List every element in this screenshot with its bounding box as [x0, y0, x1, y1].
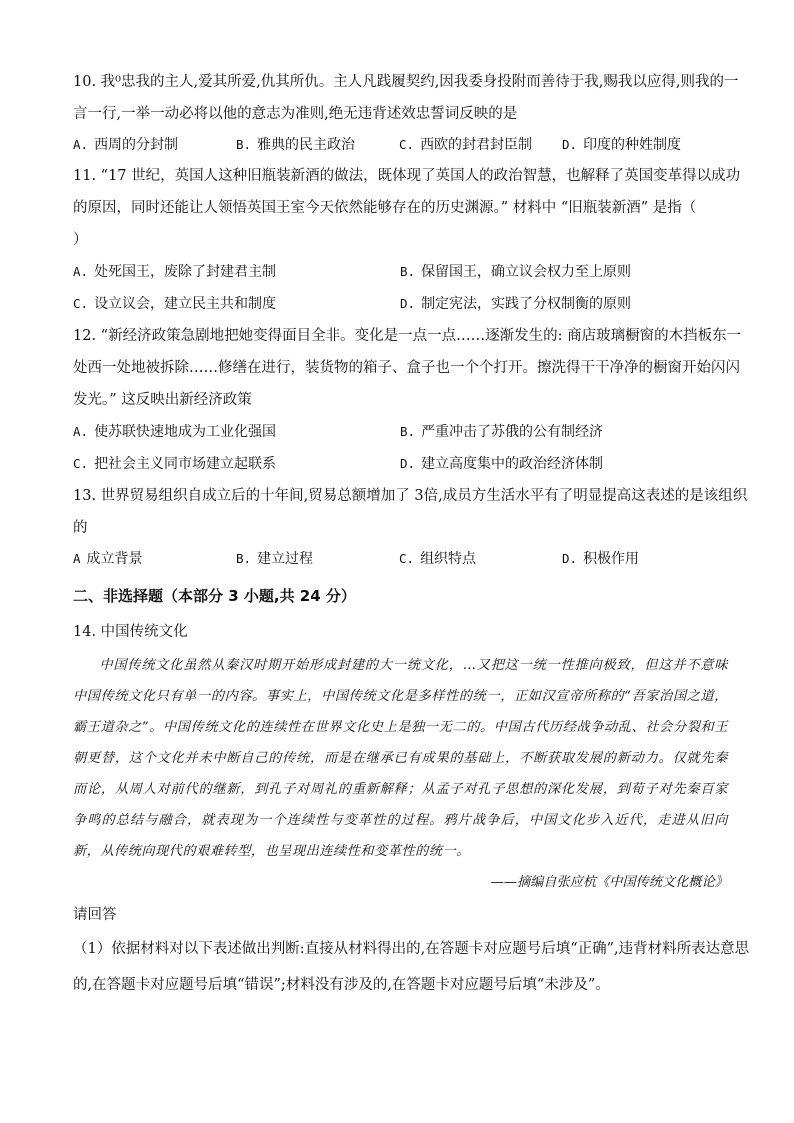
option-d[interactable] — [400, 448, 727, 480]
option-letter: D. — [400, 296, 416, 311]
option-letter: A. — [73, 264, 89, 279]
option-letter: C. — [399, 137, 415, 152]
answer-prompt: 请回答 — [73, 907, 117, 923]
option-text: 成立背景 — [86, 551, 143, 567]
question-11-options-row2 — [73, 288, 728, 320]
option-text: 严重冲击了苏俄的公有制经济 — [421, 424, 604, 440]
option-text: 制定宪法，实践了分权制衡的原则 — [421, 296, 632, 312]
option-letter: B. — [400, 424, 416, 439]
question-13-options — [73, 544, 728, 574]
option-b[interactable] — [400, 256, 727, 288]
option-text: 保留国王，确立议会权力至上原则 — [421, 264, 632, 280]
option-c[interactable] — [73, 288, 400, 320]
question-14-title: 14. 中国传统文化 — [73, 624, 188, 640]
question-13 — [73, 480, 748, 574]
question-12-stem-line3: 发光。” 这反映出新经济政策 — [73, 392, 252, 408]
question-12-options-row1 — [73, 416, 728, 448]
option-b[interactable] — [236, 544, 399, 574]
option-letter: B. — [236, 137, 252, 152]
option-text: 处死国王，废除了封建君主制 — [94, 264, 277, 280]
option-letter: A. — [73, 424, 89, 439]
option-b[interactable] — [400, 416, 727, 448]
option-c[interactable] — [73, 448, 400, 480]
option-letter: B. — [236, 551, 252, 566]
question-10-stem-line1: 10. 我⁰忠我的主人,爱其所爱,仇其所仇。主人凡践履契约,因我委身投附而善待于我,赐我以应得,则我的一 — [73, 74, 739, 90]
option-a[interactable] — [73, 416, 400, 448]
option-letter: C. — [73, 456, 89, 471]
option-text: 西周的分封制 — [94, 137, 179, 153]
question-12-options-row2 — [73, 448, 728, 480]
option-text: 建立高度集中的政治经济体制 — [421, 456, 604, 472]
option-text: 雅典的民主政治 — [257, 137, 356, 153]
option-text: 设立议会，建立民主共和制度 — [94, 296, 277, 312]
option-letter: D. — [400, 456, 416, 471]
option-a[interactable] — [73, 256, 400, 288]
option-letter: D. — [562, 551, 578, 566]
subquestion-1-line2: 的,在答题卡对应题号后填“错误”;材料没有涉及的,在答题卡对应题号后填“未涉及”。 — [73, 977, 610, 993]
section-heading: 二、非选择题（本部分 3 小题,共 24 分） — [73, 587, 356, 605]
question-13-stem-line2: 的 — [73, 520, 88, 536]
option-text: 积极作用 — [583, 551, 640, 567]
option-d[interactable] — [400, 288, 727, 320]
question-11-stem-line1: 11. “17 世纪，英国人这种旧瓶装新酒的做法，既体现了英国人的政治智慧，也解释了英国变革得以成功 — [73, 168, 741, 184]
subquestion-1-line1: （1）依据材料对以下表述做出判断:直接从材料得出的,在答题卡对应题号后填“正确”,违背材料所表达意思 — [73, 941, 750, 957]
option-c[interactable] — [399, 544, 562, 574]
option-letter: A — [73, 551, 81, 566]
option-d[interactable] — [562, 544, 725, 574]
question-10-options — [73, 130, 728, 160]
question-11 — [73, 160, 741, 320]
reading-passage: 中国传统文化虽然从秦汉时期开始形成封建的大一统文化，…又把这一统一性推向极致，但这并不意味中国传统文化只有单一的内容。事实上，中国传统文化是多样性的统一，正如汉宣帝所称的“吾家治国之道，霸王道杂之”。中国传统文化的连续性在世界文化史上是独一无二的。中国古代历经战争动乱、社会分裂和王朝更替，这个文化并未中断自己的传统，而是在继承已有成果的基础上，不断获取发展的新动力。仅就先秦而论，从周人对前代的继新，到孔子对周礼的重新解释；从孟子对孔子思想的深化发展，到荀子对先秦百家争鸣的总结与融合，就表现为一个连续性与变革性的过程。鸦片战争后，中国文化步入近代，走进从旧向新，从传统向现代的艰难转型，也呈现出连续性和变革性的统一。 — [73, 658, 728, 859]
question-11-stem-line3: ） — [73, 232, 88, 248]
option-a[interactable] — [73, 544, 236, 574]
option-text: 把社会主义同市场建立起联系 — [94, 456, 277, 472]
option-letter: C. — [73, 296, 89, 311]
option-a[interactable] — [73, 130, 236, 160]
option-text: 组织特点 — [420, 551, 477, 567]
option-text: 建立过程 — [257, 551, 314, 567]
question-11-stem-line2: 的原因，同时还能让人领悟英国王室今天依然能够存在的历史渊源。” 材料中 “旧瓶装新酒” 是指（ — [73, 200, 697, 216]
question-14 — [73, 616, 750, 1003]
option-text: 西欧的封君封臣制 — [420, 137, 533, 153]
question-12-stem-line2: 处西一处地被拆除……修缮在进行，装货物的箱子、盒子也一个个打开。擦洗得干干净净的橱窗开始闪闪 — [73, 360, 740, 376]
option-letter: C. — [399, 551, 415, 566]
question-12 — [73, 320, 742, 480]
exam-page — [73, 66, 750, 1003]
question-10-stem-line2: 言一行,一举一动必将以他的意志为准则,绝无违背述效忠誓词反映的是 — [73, 106, 518, 122]
passage-source: ——摘编自张应杭《中国传统文化概论》 — [490, 875, 728, 890]
option-letter: A. — [73, 137, 89, 152]
question-10 — [73, 66, 739, 160]
option-letter: B. — [400, 264, 416, 279]
option-text: 印度的种姓制度 — [583, 137, 682, 153]
question-13-stem-line1: 13. 世界贸易组织自成立后的十年间,贸易总额增加了 3倍,成员方生活水平有了明显提高这表述的是该组织 — [73, 488, 748, 504]
option-text: 使苏联快速地成为工业化强国 — [94, 424, 277, 440]
option-c[interactable] — [399, 130, 562, 160]
question-12-stem-line1: 12. “新经济政策急剧地把她变得面目全非。变化是一点一点……逐渐发生的: 商店玻璃橱窗的木挡板东一 — [73, 328, 742, 344]
option-letter: D. — [562, 137, 578, 152]
question-11-options-row1 — [73, 256, 728, 288]
option-b[interactable] — [236, 130, 399, 160]
option-d[interactable] — [562, 130, 725, 160]
